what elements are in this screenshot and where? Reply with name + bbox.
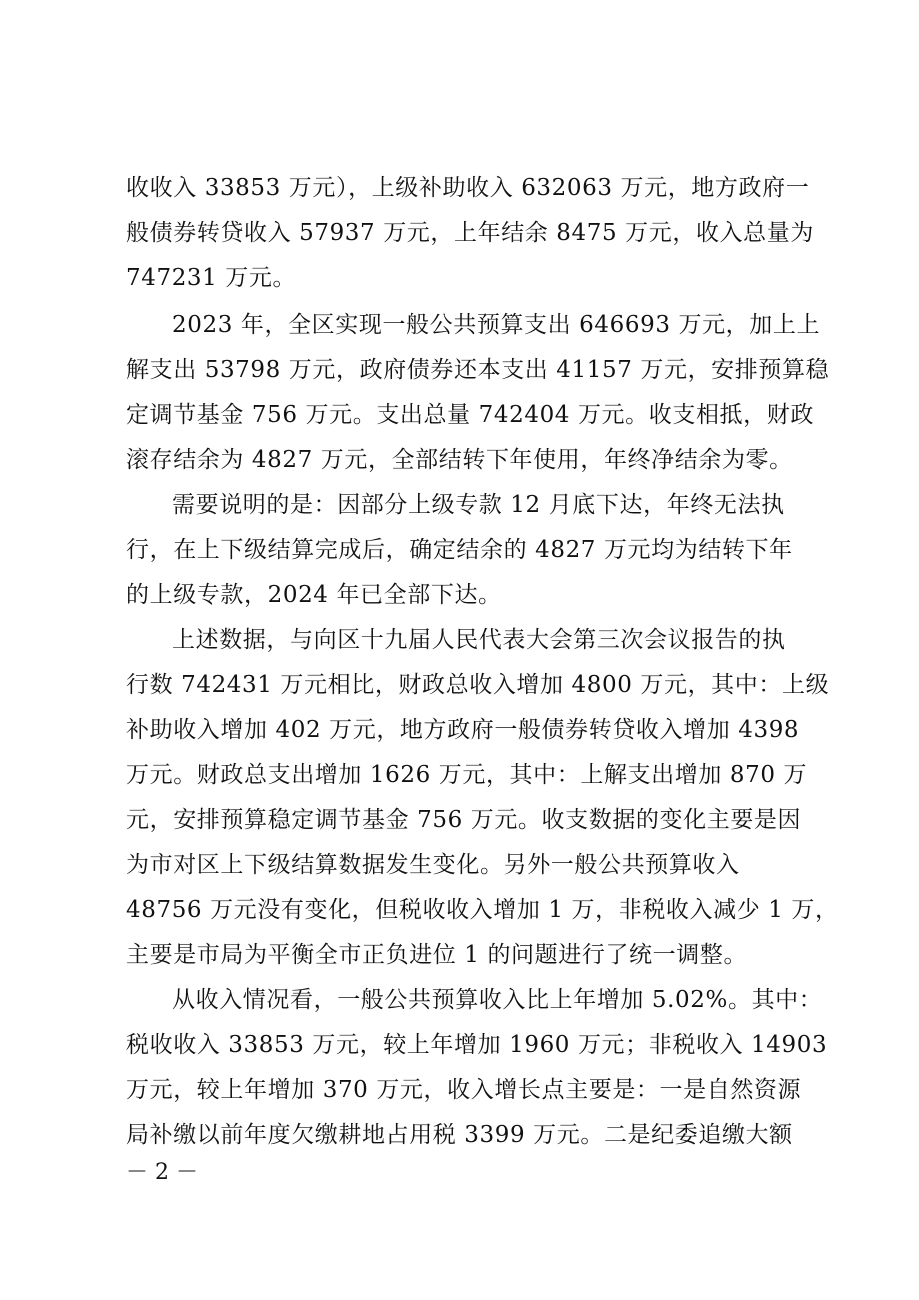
text-line: 收收入 33853 万元），上级补助收入 632063 万元，地方政府一 (126, 175, 810, 201)
text-line: 滚存结余为 4827 万元，全部结转下年使用，年终净结余为零。 (126, 447, 793, 473)
paragraph-start-line: 需要说明的是：因部分上级专款 12 月底下达，年终无法执 (172, 492, 785, 518)
text-line: 行，在上下级结算完成后，确定结余的 4827 万元均为结转下年 (126, 537, 793, 563)
text-line: 48756 万元没有变化，但税收收入增加 1 万，非税收入减少 1 万， (126, 897, 839, 923)
text-line: 局补缴以前年度欠缴耕地占用税 3399 万元。二是纪委追缴大额 (126, 1122, 793, 1148)
text-line: 税收收入 33853 万元，较上年增加 1960 万元；非税收入 14903 (126, 1032, 828, 1058)
text-line: 万元。财政总支出增加 1626 万元，其中：上解支出增加 870 万 (126, 762, 808, 788)
text-line: 定调节基金 756 万元。支出总量 742404 万元。收支相抵，财政 (126, 402, 814, 428)
paragraph-start-line: 上述数据，与向区十九届人民代表大会第三次会议报告的执 (172, 627, 786, 653)
paragraph-start-line: 2023 年，全区实现一般公共预算支出 646693 万元，加上上 (172, 312, 821, 338)
text-line: 般债券转贷收入 57937 万元，上年结余 8475 万元，收入总量为 (126, 220, 814, 246)
text-line: 主要是市局为平衡全市正负进位 1 的问题进行了统一调整。 (126, 942, 748, 968)
text-line: 的上级专款，2024 年已全部下达。 (126, 582, 502, 608)
page-number: － 2 － (126, 1160, 198, 1185)
text-line: 行数 742431 万元相比，财政总收入增加 4800 万元，其中：上级 (126, 672, 830, 698)
text-line: 万元，较上年增加 370 万元，收入增长点主要是：一是自然资源 (126, 1077, 802, 1103)
text-line: 补助收入增加 402 万元，地方政府一般债券转贷收入增加 4398 (126, 717, 800, 743)
text-line: 747231 万元。 (126, 265, 297, 291)
text-line: 为市对区上下级结算数据发生变化。另外一般公共预算收入 (126, 852, 740, 878)
text-line: 元，安排预算稳定调节基金 756 万元。收支数据的变化主要是因 (126, 807, 802, 833)
paragraph-start-line: 从收入情况看，一般公共预算收入比上年增加 5.02%。其中： (172, 987, 823, 1013)
text-line: 解支出 53798 万元，政府债券还本支出 41157 万元，安排预算稳 (126, 357, 830, 383)
